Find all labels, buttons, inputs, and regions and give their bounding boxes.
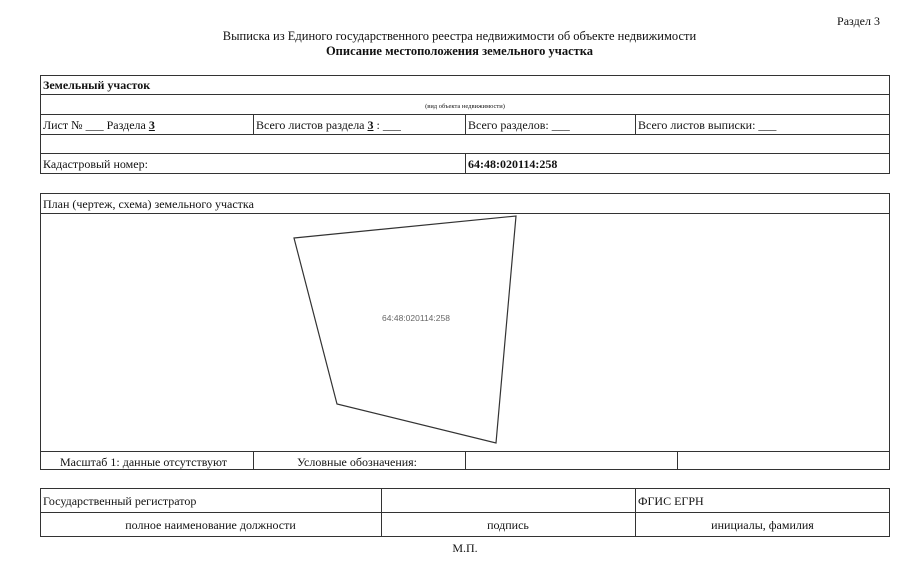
scale-text: Масштаб 1: данные отсутствуют <box>60 455 228 469</box>
plan-title: План (чертеж, схема) земельного участка <box>43 197 254 211</box>
sheets-in-section: Всего листов раздела 3 : ___ <box>256 118 401 132</box>
cadastral-label: Кадастровый номер: <box>43 157 148 171</box>
total-sheets: Всего листов выписки: ___ <box>638 118 777 132</box>
object-type: Земельный участок <box>43 78 151 92</box>
stamp-label: М.П. <box>452 541 478 555</box>
document-subtitle: Описание местоположения земельного участка <box>325 44 594 58</box>
position-caption: полное наименование должности <box>125 518 296 532</box>
sheet-number: Лист № ___ Раздела 3 <box>43 118 155 132</box>
document-title: Выписка из Единого государственного реестра недвижимости об объекте недвижимости <box>222 29 697 43</box>
object-type-caption: (вид объекта недвижимости) <box>425 103 505 110</box>
section-label: Раздел 3 <box>837 14 880 28</box>
name-caption: инициалы, фамилия <box>711 518 814 532</box>
registrar-label: Государственный регистратор <box>43 494 197 508</box>
total-sections: Всего разделов: ___ <box>468 118 570 132</box>
legend-label: Условные обозначения: <box>297 455 418 469</box>
parcel-plan <box>41 213 889 451</box>
signature-caption: подпись <box>487 518 529 532</box>
parcel-label: 64:48:020114:258 <box>382 313 450 323</box>
cadastral-value: 64:48:020114:258 <box>468 157 558 171</box>
system-label: ФГИС ЕГРН <box>638 494 704 508</box>
parcel-boundary <box>294 216 516 443</box>
